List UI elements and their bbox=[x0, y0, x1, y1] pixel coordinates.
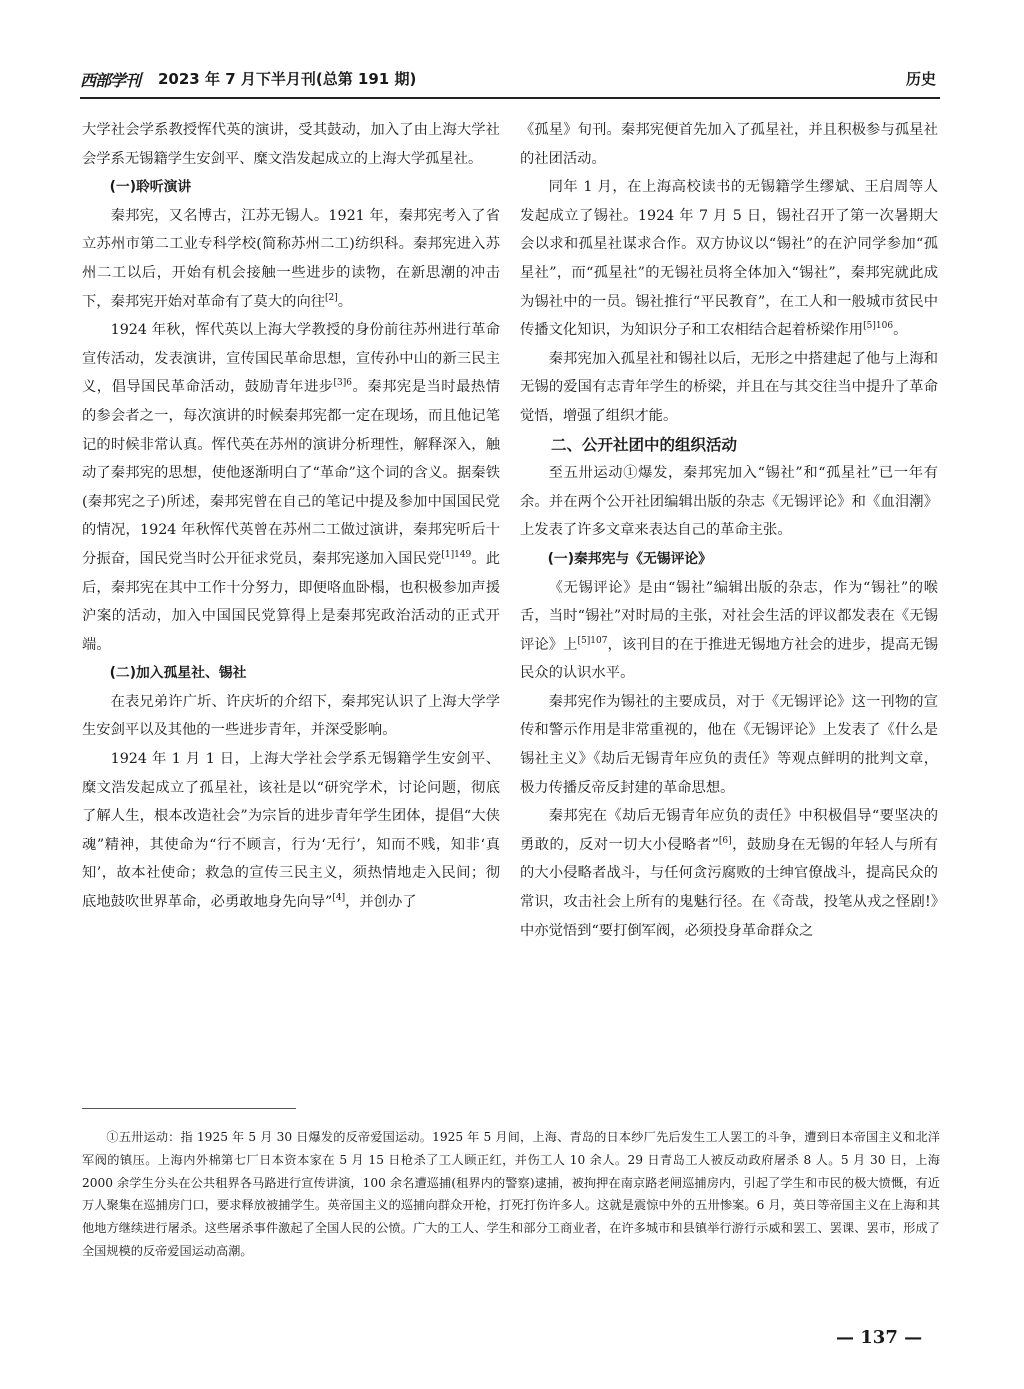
subsection-heading: (二)加入孤星社、锡社 bbox=[109, 665, 247, 682]
paragraph: 秦邦宪加入孤星社和锡社以后，无形之中搭建起了他与上海和无锡的爱国有志青年学生的桥梁，并且在与其交往当中提升了革命觉悟，增强了组织才能。 bbox=[520, 350, 938, 424]
footnote-rule bbox=[82, 1108, 296, 1109]
subsection-heading: (一)聆听演讲 bbox=[109, 179, 192, 196]
paragraph: 秦邦宪作为锡社的主要成员，对于《无锡评论》这一刊物的宣传和警示作用是非常重视的，他在《无锡评论》上发表了《什么是锡社主义》《劫后无锡青年应负的责任》等观点鲜明的批判文章，极力传播反帝反封建的革命思想。 bbox=[520, 693, 938, 796]
right-column bbox=[520, 116, 938, 1076]
subsection-heading: (一)秦邦宪与《无锡评论》 bbox=[547, 550, 712, 567]
header-category: 历史 bbox=[905, 70, 936, 88]
citation: [1]149 bbox=[441, 550, 472, 561]
paragraph: 《无锡评论》是由“锡社”编辑出版的杂志，作为“锡社”的喉舌，当时“锡社”对时局的主张，对社会生活的评议都发表在《无锡评论》上$^{[5]107}$，该刊目的在于推进无锡地方社会的进步，提高无锡民众的认识水平。 bbox=[520, 579, 938, 682]
paragraph: 1924 年 1 月 1 日，上海大学社会学系无锡籍学生安剑平、糜文浩发起成立了孤星社，该社是以“研究学术，讨论问题，彻底了解人生，根本改造社会”为宗旨的进步青年学生团体，提倡“大侠魂”精神，其使命为“行不顾言，行为‘无行’，知而不贱，知非‘真知’，故本社使命；救急的宣传三民主义，须热情地走入民间；彻底地鼓吹世界革命，必勇敢地身先向导”[4]，并创办了 bbox=[82, 751, 500, 911]
journal-issue: 2023 年 7 月下半月刊(总第 191 期) bbox=[158, 70, 417, 88]
page-header bbox=[80, 66, 940, 94]
paragraph: 大学社会学系教授恽代英的演讲，受其鼓动，加入了由上海大学社会学系无锡籍学生安剑平、糜文浩发起成立的上海大学孤星社。 bbox=[82, 122, 500, 167]
citation: [2] bbox=[325, 292, 338, 303]
paragraph: 秦邦宪在《劫后无锡青年应负的责任》中积极倡导“要坚决的勇敢的，反对一切大小侵略者”[6]，鼓励身在无锡的年轻人与所有的大小侵略者战斗，与任何贪污腐败的士绅官僚战斗，提高民众的常识，攻击社会上所有的鬼魅行径。在《奇哉，投笔从戎之怪剧!》中亦觉悟到“要打倒军阀，必须投身革命群众之 bbox=[520, 808, 938, 939]
paragraph: 秦邦宪，又名博古，江苏无锡人。1921 年，秦邦宪考入了省立苏州市第二工业专科学校(简称苏州二工)纺织科。秦邦宪进入苏州二工以后，开始有机会接触一些进步的读物，在新思潮的冲击下，秦邦宪开始对革命有了莫大的向往[2]。 bbox=[82, 207, 500, 310]
page-number: — 137 — bbox=[836, 1327, 923, 1348]
footnote: ①五卅运动：指 1925 年 5 月 30 日爆发的反帝爱国运动。1925 年 5 月间，上海、青岛的日本纱厂先后发生工人罢工的斗争，遭到日本帝国主义和北洋军阀的镇压。上海内外棉第七厂日本资本家在 5 月 15 日枪杀了工人顾正红，并伤工人 10 余人。29 日青岛工人被反动政府屠杀 8 人。5 月 30 日，上海 2000 余学生分头在公共租界各马路进行宣传讲演，100 余名遭巡捕(租界内的警察)逮捕，被拘押在南京路老闸巡捕房内，引起了学生和市民的极大愤慨，有近万人聚集在巡捕房门口，要求释放被捕学生。英帝国主义的巡捕向群众开枪，打死打伤许多人。这就是震惊中外的五卅惨案。6 月，英日等帝国主义在上海和其他地方继续进行屠杀。这些屠杀事件激起了全国人民的公愤。广大的工人、学生和部分工商业者，在许多城市和县镇举行游行示威和罢工、罢课、罢市，形成了全国规模的反帝爱国运动高潮。 bbox=[82, 1130, 940, 1258]
citation: [4] bbox=[332, 893, 346, 904]
left-column bbox=[82, 116, 500, 1076]
header-rule bbox=[80, 97, 940, 99]
citation: [6] bbox=[718, 836, 732, 847]
paragraph: 《孤星》旬刊。秦邦宪便首先加入了孤星社，并且积极参与孤星社的社团活动。 bbox=[520, 122, 938, 167]
citation: [5]107 bbox=[577, 635, 608, 646]
citation: [3]6 bbox=[333, 378, 353, 389]
paragraph: 至五卅运动①爆发，秦邦宪加入“锡社”和“孤星社”已一年有余。并在两个公开社团编辑出版的杂志《无锡评论》和《血泪潮》上发表了许多文章来表达自己的革命主张。 bbox=[520, 465, 938, 539]
citation: [5]106 bbox=[863, 321, 894, 332]
section-heading: 二、公开社团中的组织活动 bbox=[551, 435, 738, 454]
paragraph: 同年 1 月，在上海高校读书的无锡籍学生缪斌、王启周等人发起成立了锡社。1924 年 7 月 5 日，锡社召开了第一次暑期大会以求和孤星社谋求合作。双方协议以“锡社”的在沪同学参加“孤星社”，而“孤星社”的无锡社员将全体加入“锡社”，秦邦宪就此成为锡社中的一员。锡社推行“平民教育”，在工人和一般城市贫民中传播文化知识，为知识分子和工农相结合起着桥梁作用$^{[5]106}$。 bbox=[520, 179, 938, 339]
journal-logo: 西部学刊 bbox=[80, 71, 141, 90]
paragraph: 1924 年秋，恽代英以上海大学教授的身份前往苏州进行革命宣传活动，发表演讲，宣传国民革命思想，宣传孙中山的新三民主义，倡导国民革命活动，鼓励青年进步$^{[3]6}$。秦邦宪是当时最热情的参会者之一，每次演讲的时候秦邦宪都一定在现场，而且他记笔记的时候非常认真。恽代英在苏州的演讲分析理性，解释深入，触动了秦邦宪的思想，使他逐渐明白了“革命”这个词的含义。据秦铁(秦邦宪之子)所述，秦邦宪曾在自己的笔记中提及参加中国国民党的情况，1924 年秋恽代英曾在苏州二工做过演讲，秦邦宪听后十分振奋，国民党当时公开征求党员，秦邦宪遂加入国民党$^{[1]149}$。此后，秦邦宪在其中工作十分努力，即便咯血卧榻，也积极参加声援沪案的活动，加入中国国民党算得上是秦邦宪政治活动的正式开端。 bbox=[82, 322, 500, 653]
paragraph: 在表兄弟许广圻、许庆圻的介绍下，秦邦宪认识了上海大学学生安剑平以及其他的一些进步青年，并深受影响。 bbox=[82, 693, 500, 739]
